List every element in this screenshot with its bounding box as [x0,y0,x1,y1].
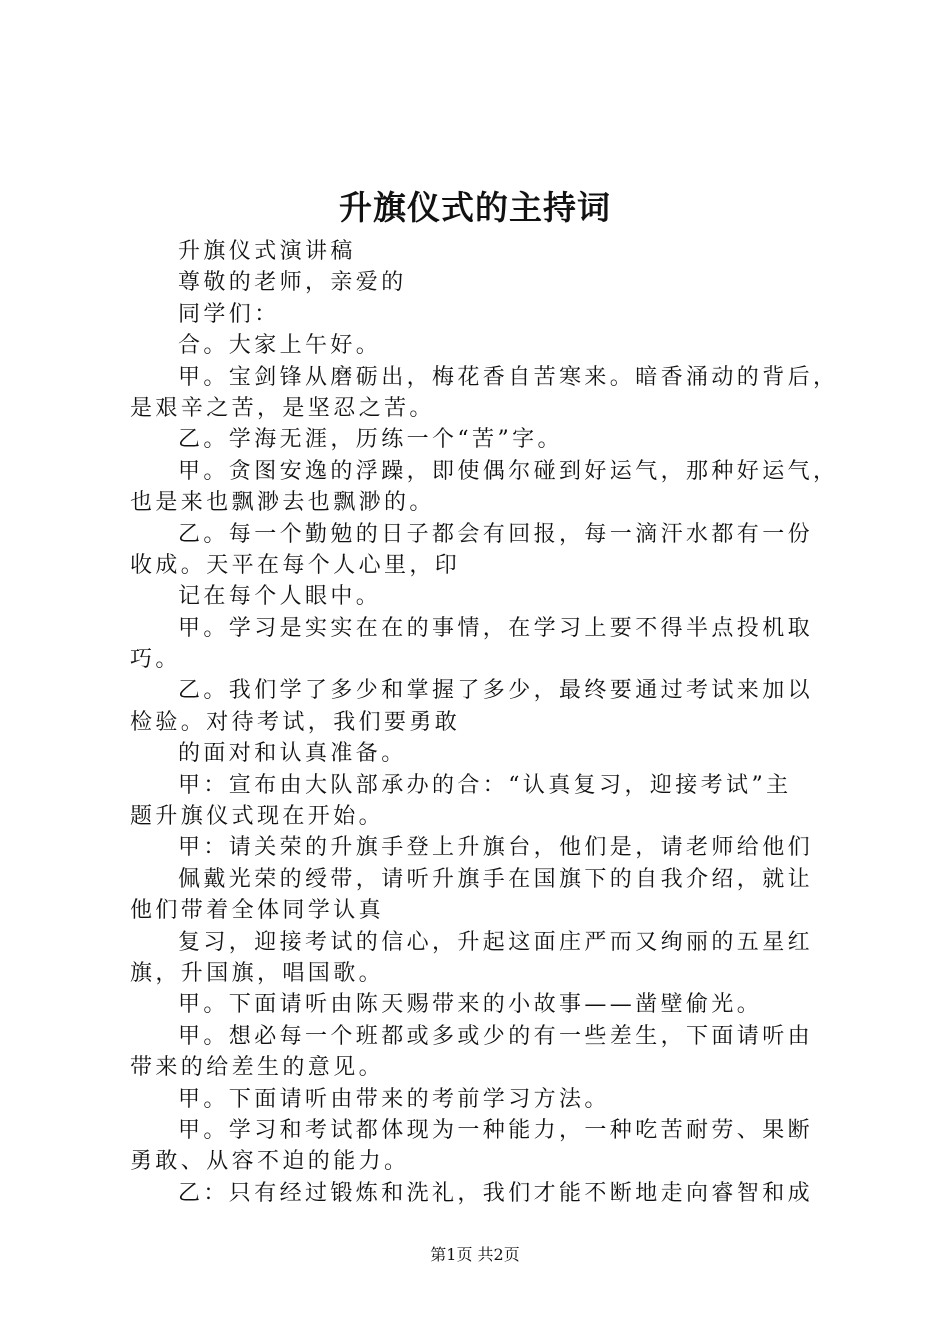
text-line: 检验。对待考试，我们要勇敢 [130,709,461,735]
text-line: 尊敬的老师，亲爱的 [178,270,407,296]
text-line: 带来的给差生的意见。 [130,1055,385,1081]
text-line: 的面对和认真准备。 [178,741,407,767]
text-line: 乙。我们学了多少和掌握了多少，最终要通过考试来加以 [178,678,814,704]
text-line: 甲。下面请听由陈天赐带来的小故事——凿壁偷光。 [178,992,763,1018]
text-line: 甲。学习和考试都体现为一种能力，一种吃苦耐劳、果断 [178,1117,814,1143]
text-line: 收成。天平在每个人心里，印 [130,552,461,578]
document-body [130,236,839,1209]
text-line: 题升旗仪式现在开始。 [130,804,385,830]
text-line: 巧。 [130,647,181,673]
text-line: 他们带着全体同学认真 [130,898,385,924]
text-line: 乙。学海无涯，历练一个“苦”字。 [178,427,563,453]
text-line: 勇敢、从容不迫的能力。 [130,1149,410,1175]
text-line: 甲。想必每一个班都或多或少的有一些差生，下面请听由 [178,1023,814,1049]
text-line: 甲。学习是实实在在的事情，在学习上要不得半点投机取 [178,615,814,641]
text-line: 是艰辛之苦，是坚忍之苦。 [130,395,435,421]
text-line: 升旗仪式演讲稿 [178,239,356,264]
text-line: 乙。每一个勤勉的日子都会有回报，每一滴汗水都有一份 [178,521,814,547]
text-line: 同学们： [178,301,280,327]
text-line: 也是来也飘渺去也飘渺的。 [130,490,435,516]
text-line: 记在每个人眼中。 [178,584,382,610]
text-line: 甲。下面请听由带来的考前学习方法。 [178,1086,610,1112]
page-footer: 第1页 共2页 [430,1245,520,1264]
text-line: 甲。贪图安逸的浮躁，即使偶尔碰到好运气，那种好运气， [178,458,839,484]
text-line: 复习，迎接考试的信心，升起这面庄严而又绚丽的五星红 [178,929,814,955]
document-title: 升旗仪式的主持词 [339,188,611,227]
text-line: 乙：只有经过锻炼和洗礼，我们才能不断地走向睿智和成 [178,1180,814,1206]
text-line: 甲：请关荣的升旗手登上升旗台，他们是，请老师给他们 [178,835,814,861]
text-line: 佩戴光荣的绶带，请听升旗手在国旗下的自我介绍，就让 [178,866,814,892]
text-line: 甲。宝剑锋从磨砺出，梅花香自苦寒来。暗香涌动的背后， [178,364,839,390]
text-line: 旗，升国旗，唱国歌。 [130,960,385,986]
text-line: 甲：宣布由大队部承办的合：“认真复习，迎接考试”主 [178,772,792,798]
text-line: 合。大家上午好。 [178,333,382,359]
